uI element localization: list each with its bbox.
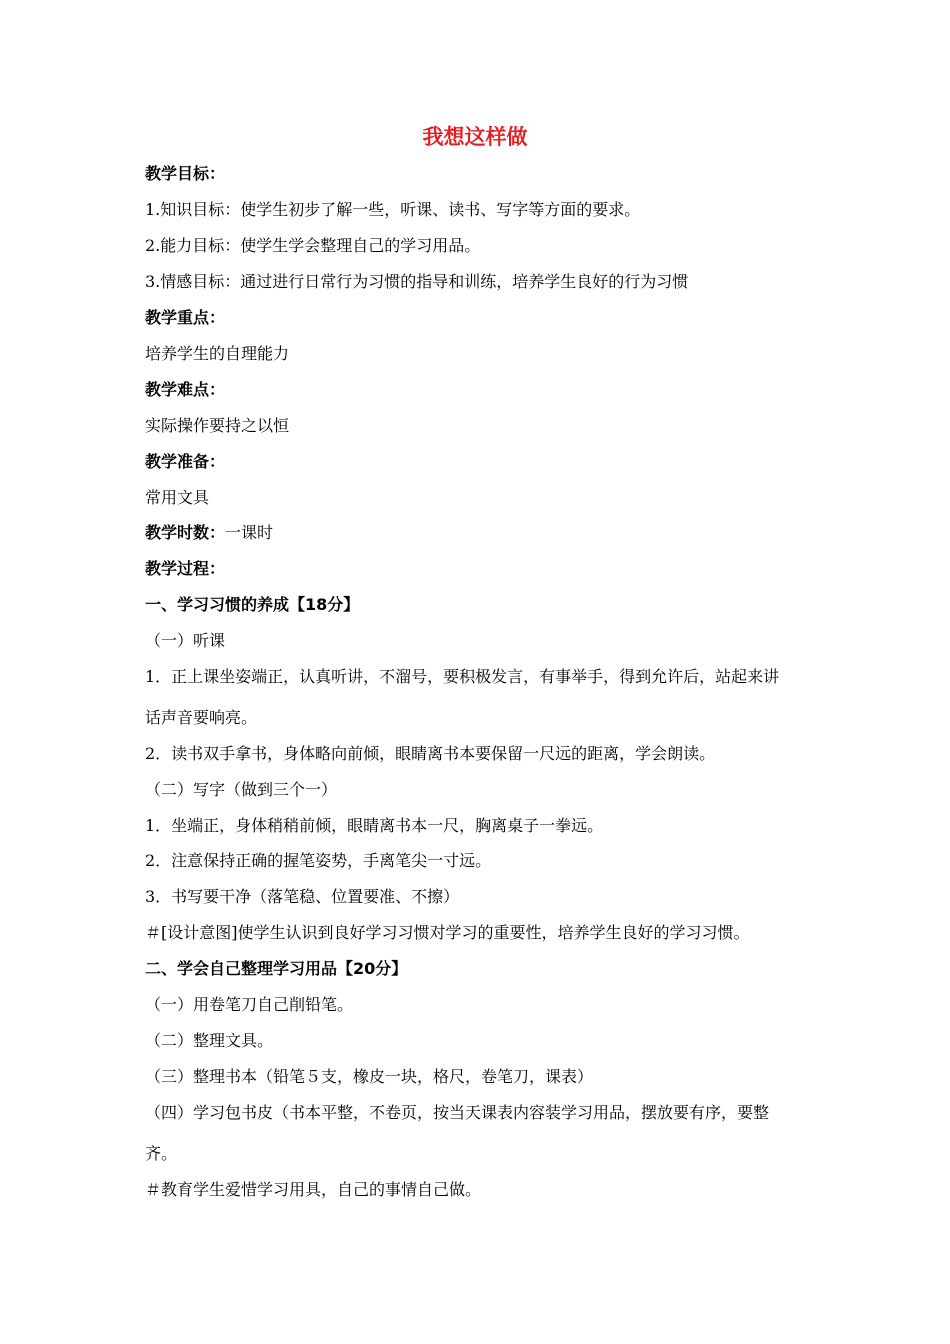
section1-item1-line1: 1．正上课坐姿端正，认真听讲，不溜号，要积极发言，有事举手，得到允许后，站起来讲 xyxy=(145,667,780,686)
section1-write1: 1．坐端正，身体稍稍前倾，眼睛离书本一尺，胸离桌子一拳远。 xyxy=(145,816,604,835)
difficulties-text: 实际操作要持之以恒 xyxy=(145,416,290,435)
section2-heading: 二、学会自己整理学习用品【20分】 xyxy=(145,959,408,978)
preparation-text: 常用文具 xyxy=(145,488,210,507)
objectives-heading: 教学目标： xyxy=(145,164,226,183)
key-points-text: 培养学生的自理能力 xyxy=(145,344,290,363)
section2-item3: （三）整理书本（铅笔５支，橡皮一块，格尺，卷笔刀，课表） xyxy=(145,1067,594,1086)
section2-item2: （二）整理文具。 xyxy=(145,1031,274,1050)
difficulties-heading: 教学难点： xyxy=(145,380,226,399)
section1-write2: 2．注意保持正确的握笔姿势，手离笔尖一寸远。 xyxy=(145,851,492,870)
section2-item1: （一）用卷笔刀自己削铅笔。 xyxy=(145,995,354,1014)
hours-heading: 教学时数： xyxy=(145,523,226,542)
section1-design-note: ＃[设计意图]使学生认识到良好学习习惯对学习的重要性，培养学生良好的学习习惯。 xyxy=(145,923,750,942)
objective-emotion: 3.情感目标：通过进行日常行为习惯的指导和训练，培养学生良好的行为习惯 xyxy=(145,272,689,291)
section1-sub-writing: （二）写字（做到三个一） xyxy=(145,780,338,799)
objective-knowledge: 1.知识目标：使学生初步了解一些，听课、读书、写字等方面的要求。 xyxy=(145,200,641,219)
preparation-heading: 教学准备： xyxy=(145,452,226,471)
section1-sub-listening: （一）听课 xyxy=(145,631,226,650)
section2-note: ＃教育学生爱惜学习用具，自己的事情自己做。 xyxy=(145,1180,482,1199)
section2-item4-line1: （四）学习包书皮（书本平整，不卷页，按当天课表内容装学习用品，摆放要有序，要整 xyxy=(145,1103,770,1122)
hours-line xyxy=(145,523,810,543)
objective-ability: 2.能力目标：使学生学会整理自己的学习用品。 xyxy=(145,236,481,255)
section1-item2: 2．读书双手拿书，身体略向前倾，眼睛离书本要保留一尺远的距离，学会朗读。 xyxy=(145,744,716,763)
document-title: 我想这样做 xyxy=(422,125,528,149)
section1-heading: 一、学习习惯的养成【18分】 xyxy=(145,595,360,614)
process-heading: 教学过程： xyxy=(145,559,226,578)
key-points-heading: 教学重点： xyxy=(145,308,226,327)
section1-item1-line2: 话声音要响亮。 xyxy=(145,708,258,727)
section1-write3: 3．书写要干净（落笔稳、位置要准、不擦） xyxy=(145,887,460,906)
section2-item4-line2: 齐。 xyxy=(145,1144,178,1163)
hours-value: 一课时 xyxy=(225,523,274,542)
